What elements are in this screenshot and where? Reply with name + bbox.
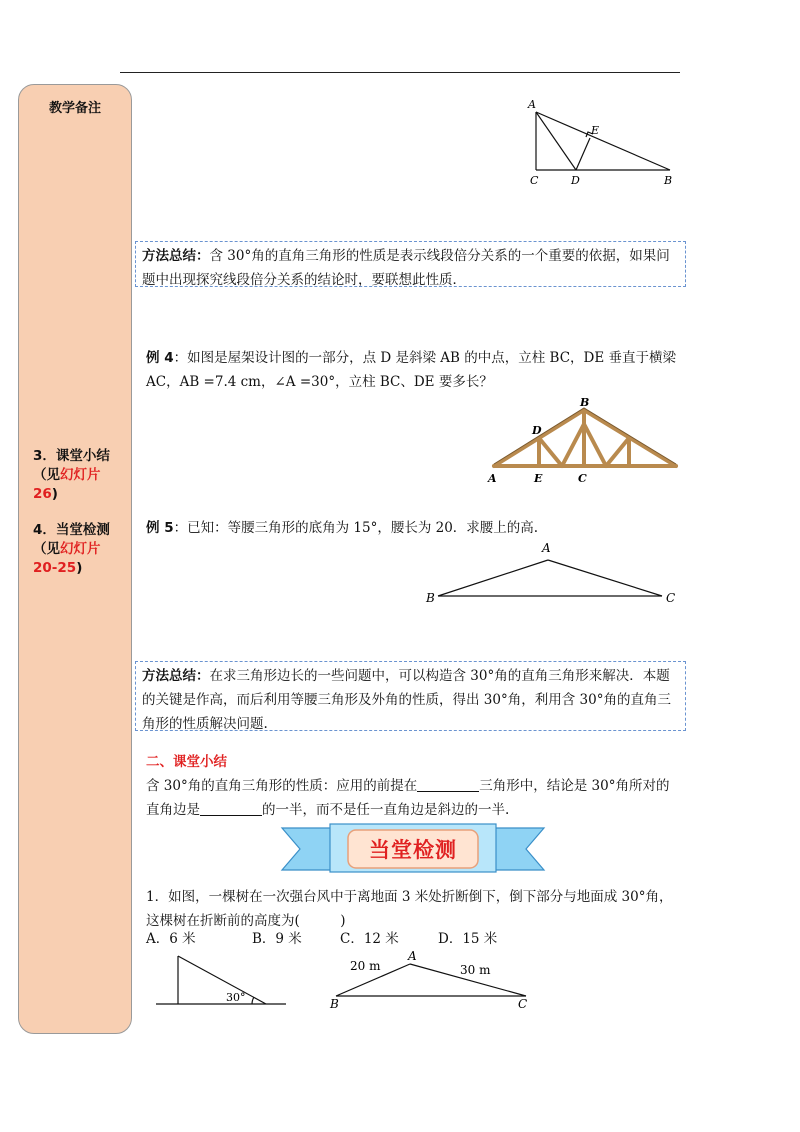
summary-line2-b: 的一半，而不是任一直角边是斜边的一半.	[262, 802, 510, 818]
side-ac-label: 30 m	[460, 963, 491, 977]
example-label: 例 4	[146, 350, 174, 366]
paren-close: )	[51, 486, 58, 502]
option-d[interactable]: D．15 米	[438, 931, 498, 947]
option-c[interactable]: C．12 米	[340, 931, 399, 947]
option-a[interactable]: A．6 米	[146, 931, 196, 947]
method-summary-text: 在求三角形边长的一些问题中，可以构造含 30°角的直角三角形来解决．本题的关键是作高，而后利用等腰三角形及外角的性质，得出 30°角，利用含 30°角的直角三角形的性质解决问题.	[142, 668, 671, 732]
label-b: B	[426, 591, 435, 605]
paren-open: （见	[33, 467, 60, 483]
label-c: C	[578, 472, 587, 485]
label-a: A	[408, 949, 417, 963]
label-e: E	[591, 124, 600, 137]
section-title-summary: 二、课堂小结	[146, 754, 227, 770]
paren-close: )	[76, 560, 83, 576]
example-text: ：已知：等腰三角形的底角为 15°，腰长为 20．求腰上的高.	[173, 520, 539, 536]
fill-blank	[417, 777, 479, 792]
side-ab-label: 20 m	[350, 959, 381, 973]
figure-broken-tree	[150, 948, 290, 1010]
summary-text	[146, 774, 686, 822]
example-5	[146, 516, 682, 540]
slide-number: 26	[33, 486, 52, 502]
slide-number: 20-25	[33, 560, 77, 576]
sidebar-item-test	[33, 521, 129, 578]
figure-triangle-sides	[326, 948, 538, 1012]
method-summary-2	[135, 661, 686, 731]
method-summary-label: 方法总结：	[142, 248, 210, 264]
label-c: C	[518, 997, 528, 1011]
sidebar-item-test-label: 4．当堂检测	[33, 522, 110, 538]
example-label: 例 5	[146, 520, 174, 536]
label-b: B	[664, 174, 673, 187]
angle-label: 30°	[226, 991, 246, 1004]
section-banner	[280, 822, 546, 878]
summary-line1-a: 含 30°角的直角三角形的性质：应用的前提在	[146, 778, 418, 794]
method-summary-text: 含 30°角的直角三角形的性质是表示线段倍分关系的一个重要的依据，如果问题中出现探究线段倍分关系的结论时，要联想此性质．	[142, 248, 670, 288]
method-summary-1	[135, 241, 686, 287]
label-c: C	[666, 591, 676, 605]
teaching-notes-sidebar	[18, 84, 132, 1034]
slide-link[interactable]: 幻灯片	[60, 467, 101, 483]
summary-line2-a: 直角边是	[146, 802, 200, 818]
slide-link[interactable]: 幻灯片	[60, 541, 101, 557]
option-b[interactable]: B．9 米	[252, 931, 302, 947]
sidebar-item-summary	[33, 447, 129, 504]
label-d: D	[532, 424, 542, 437]
question-1	[146, 885, 682, 933]
summary-line1-b: 三角形中，结论是 30°角所对的	[479, 778, 670, 794]
label-b: B	[580, 396, 590, 409]
example-text: ：如图是屋架设计图的一部分，点 D 是斜梁 AB 的中点，立柱 BC，DE 垂直于横梁 AC，AB =7.4 cm，∠A =30°，立柱 BC、DE 要多长？	[146, 350, 677, 390]
label-e: E	[534, 472, 543, 485]
label-a: A	[542, 541, 551, 555]
method-summary-label: 方法总结：	[142, 668, 210, 684]
label-d: D	[571, 174, 580, 187]
header-rule	[120, 72, 680, 73]
banner-title: 当堂检测	[369, 838, 457, 862]
example-4	[146, 346, 682, 394]
figure-right-triangle	[520, 96, 680, 188]
question-text: 1．如图，一棵树在一次强台风中于离地面 3 米处折断倒下，倒下部分与地面成 30°角，这棵树在折断前的高度为( )	[146, 889, 673, 929]
sidebar-item-summary-label: 3．课堂小结	[33, 448, 110, 464]
sidebar-title: 教学备注	[48, 101, 101, 116]
figure-roof-truss	[484, 394, 684, 486]
label-c: C	[530, 174, 539, 187]
figure-isosceles-triangle	[424, 538, 680, 608]
fill-blank	[200, 801, 262, 816]
label-a: A	[528, 98, 536, 111]
paren-open: （见	[33, 541, 60, 557]
label-b: B	[330, 997, 339, 1011]
label-a: A	[488, 472, 497, 485]
